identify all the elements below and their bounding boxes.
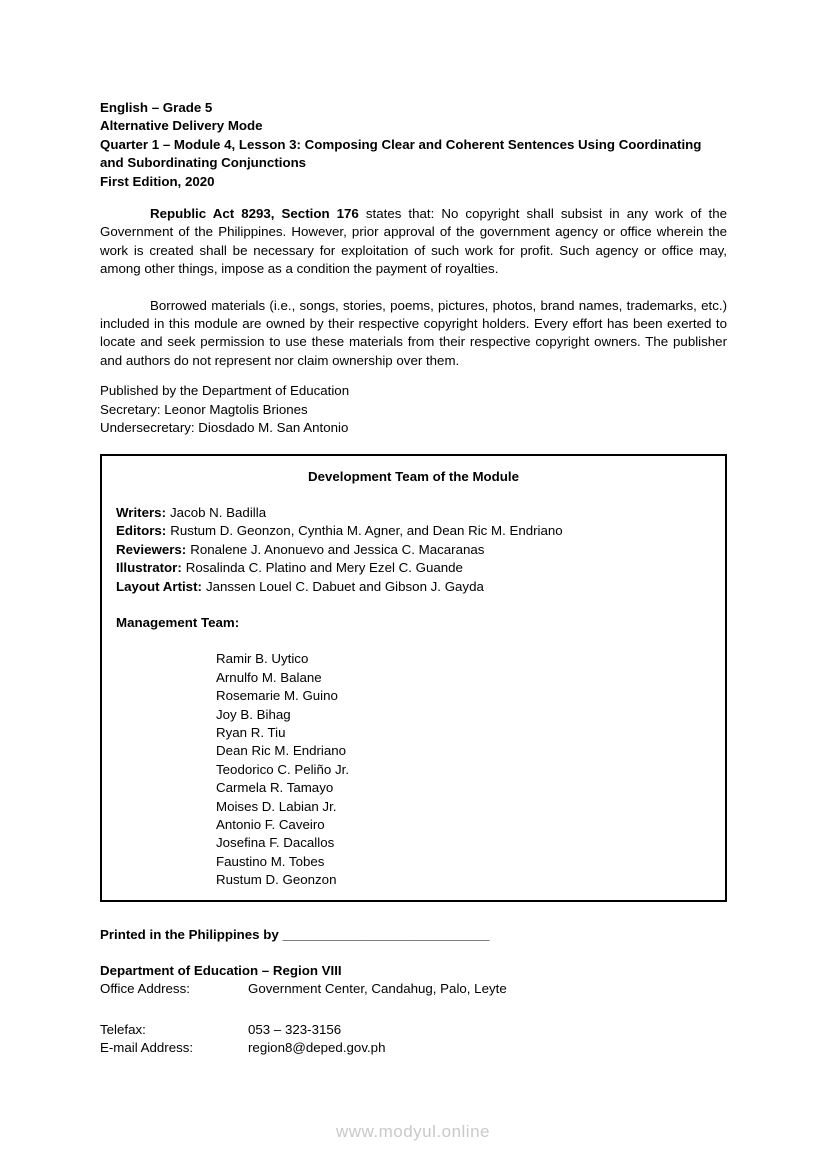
credit-label: Writers: [116,504,166,520]
management-team-member: Dean Ric M. Endriano [216,743,347,759]
email-value: region8@deped.gov.ph [248,1040,386,1056]
module-edition-line: First Edition, 2020 [100,173,215,189]
credit-line-editors [116,522,711,540]
management-team-member: Faustino M. Tobes [216,853,325,869]
watermark-text: www.modyul.online [335,1121,490,1141]
telefax-row [100,1021,727,1039]
management-team-member: Antonio F. Caveiro [216,817,325,832]
module-mode-line: Alternative Delivery Mode [100,118,263,134]
publisher-block [100,382,727,437]
copyright-act-reference: Republic Act 8293, Section 176 [150,206,359,222]
management-team-member: Rustum D. Geonzon [216,872,337,888]
email-row [100,1039,727,1057]
development-team-box [100,454,727,902]
secretary-line: Secretary: Leonor Magtolis Briones [100,401,308,417]
office-address-value: Government Center, Candahug, Palo, Leyte [248,981,507,997]
office-address-row [100,980,727,998]
printed-in-philippines-line [100,926,727,944]
management-team-member: Teodorico C. Peliño Jr. [216,761,350,777]
published-by-line: Published by the Department of Education [100,383,350,399]
telefax-value: 053 – 323-3156 [248,1021,342,1037]
management-team-list [216,650,711,889]
credit-label: Layout Artist: [116,578,202,594]
credit-label: Editors: [116,523,167,539]
management-team-member: Josefina F. Dacallos [216,835,335,851]
credit-value: Rustum D. Geonzon, Cynthia M. Agner, and Dean Ric M. Endriano [170,523,563,539]
undersecretary-line: Undersecretary: Diosdado M. San Antonio [100,420,349,436]
credit-value: Ronalene J. Anonuevo and Jessica C. Macaranas [190,541,485,557]
email-label: E-mail Address: [100,1040,194,1056]
management-team-member: Ryan R. Tiu [216,724,286,740]
management-team-member: Carmela R. Tamayo [216,780,334,796]
management-team-member: Moises D. Labian Jr. [216,798,337,814]
management-team-member: Rosemarie M. Guino [216,688,338,704]
management-team-label: Management Team: [116,614,240,630]
printed-blank-line: ____________________________ [282,926,490,942]
development-team-title: Development Team of the Module [307,468,520,484]
office-address-label: Office Address: [100,981,190,997]
telefax-label: Telefax: [100,1021,146,1037]
copyright-paragraph [100,205,727,279]
module-subject-line: English – Grade 5 [100,100,213,115]
credit-line-reviewers [116,541,711,559]
credit-label: Illustrator: [116,560,182,576]
copyright-paragraph-text: states that: No copyright shall subsist in any work of the Government of the Philippines. However, prior approval of the government agency or office wherein the work is created shall be necessary for exploitation of such work for profit. Such agency or office may, among other things, impose as a condition the payment of royalties. [100,206,728,277]
borrowed-materials-paragraph: Borrowed materials (i.e., songs, stories, poems, pictures, photos, brand names, trademarks, etc.) included in this module are owned by their respective copyright holders. Every effort has been exerted to locate and seek permission to use these materials from their respective copyright owners. The publisher and authors do not represent nor claim ownership over them. [100,297,727,368]
region-office-title: Department of Education – Region VIII [100,963,342,979]
management-team-member: Joy B. Bihag [216,706,291,722]
credit-value: Jacob N. Badilla [170,504,267,520]
management-team-member: Arnulfo M. Balane [216,669,322,685]
management-team-member: Ramir B. Uytico [216,651,309,667]
module-title-line: Quarter 1 – Module 4, Lesson 3: Composing Clear and Coherent Sentences Using Coordinating and Subordinating Conjunctions [100,136,702,171]
printed-label: Printed in the Philippines by [100,926,283,942]
credit-value: Janssen Louel C. Dabuet and Gibson J. Gayda [205,578,484,594]
credit-line-layout-artist [116,578,711,596]
credit-label: Reviewers: [116,541,187,557]
credit-value: Rosalinda C. Platino and Mery Ezel C. Guande [185,560,463,576]
credit-line-writers [116,504,711,522]
credit-line-illustrator [116,559,711,577]
